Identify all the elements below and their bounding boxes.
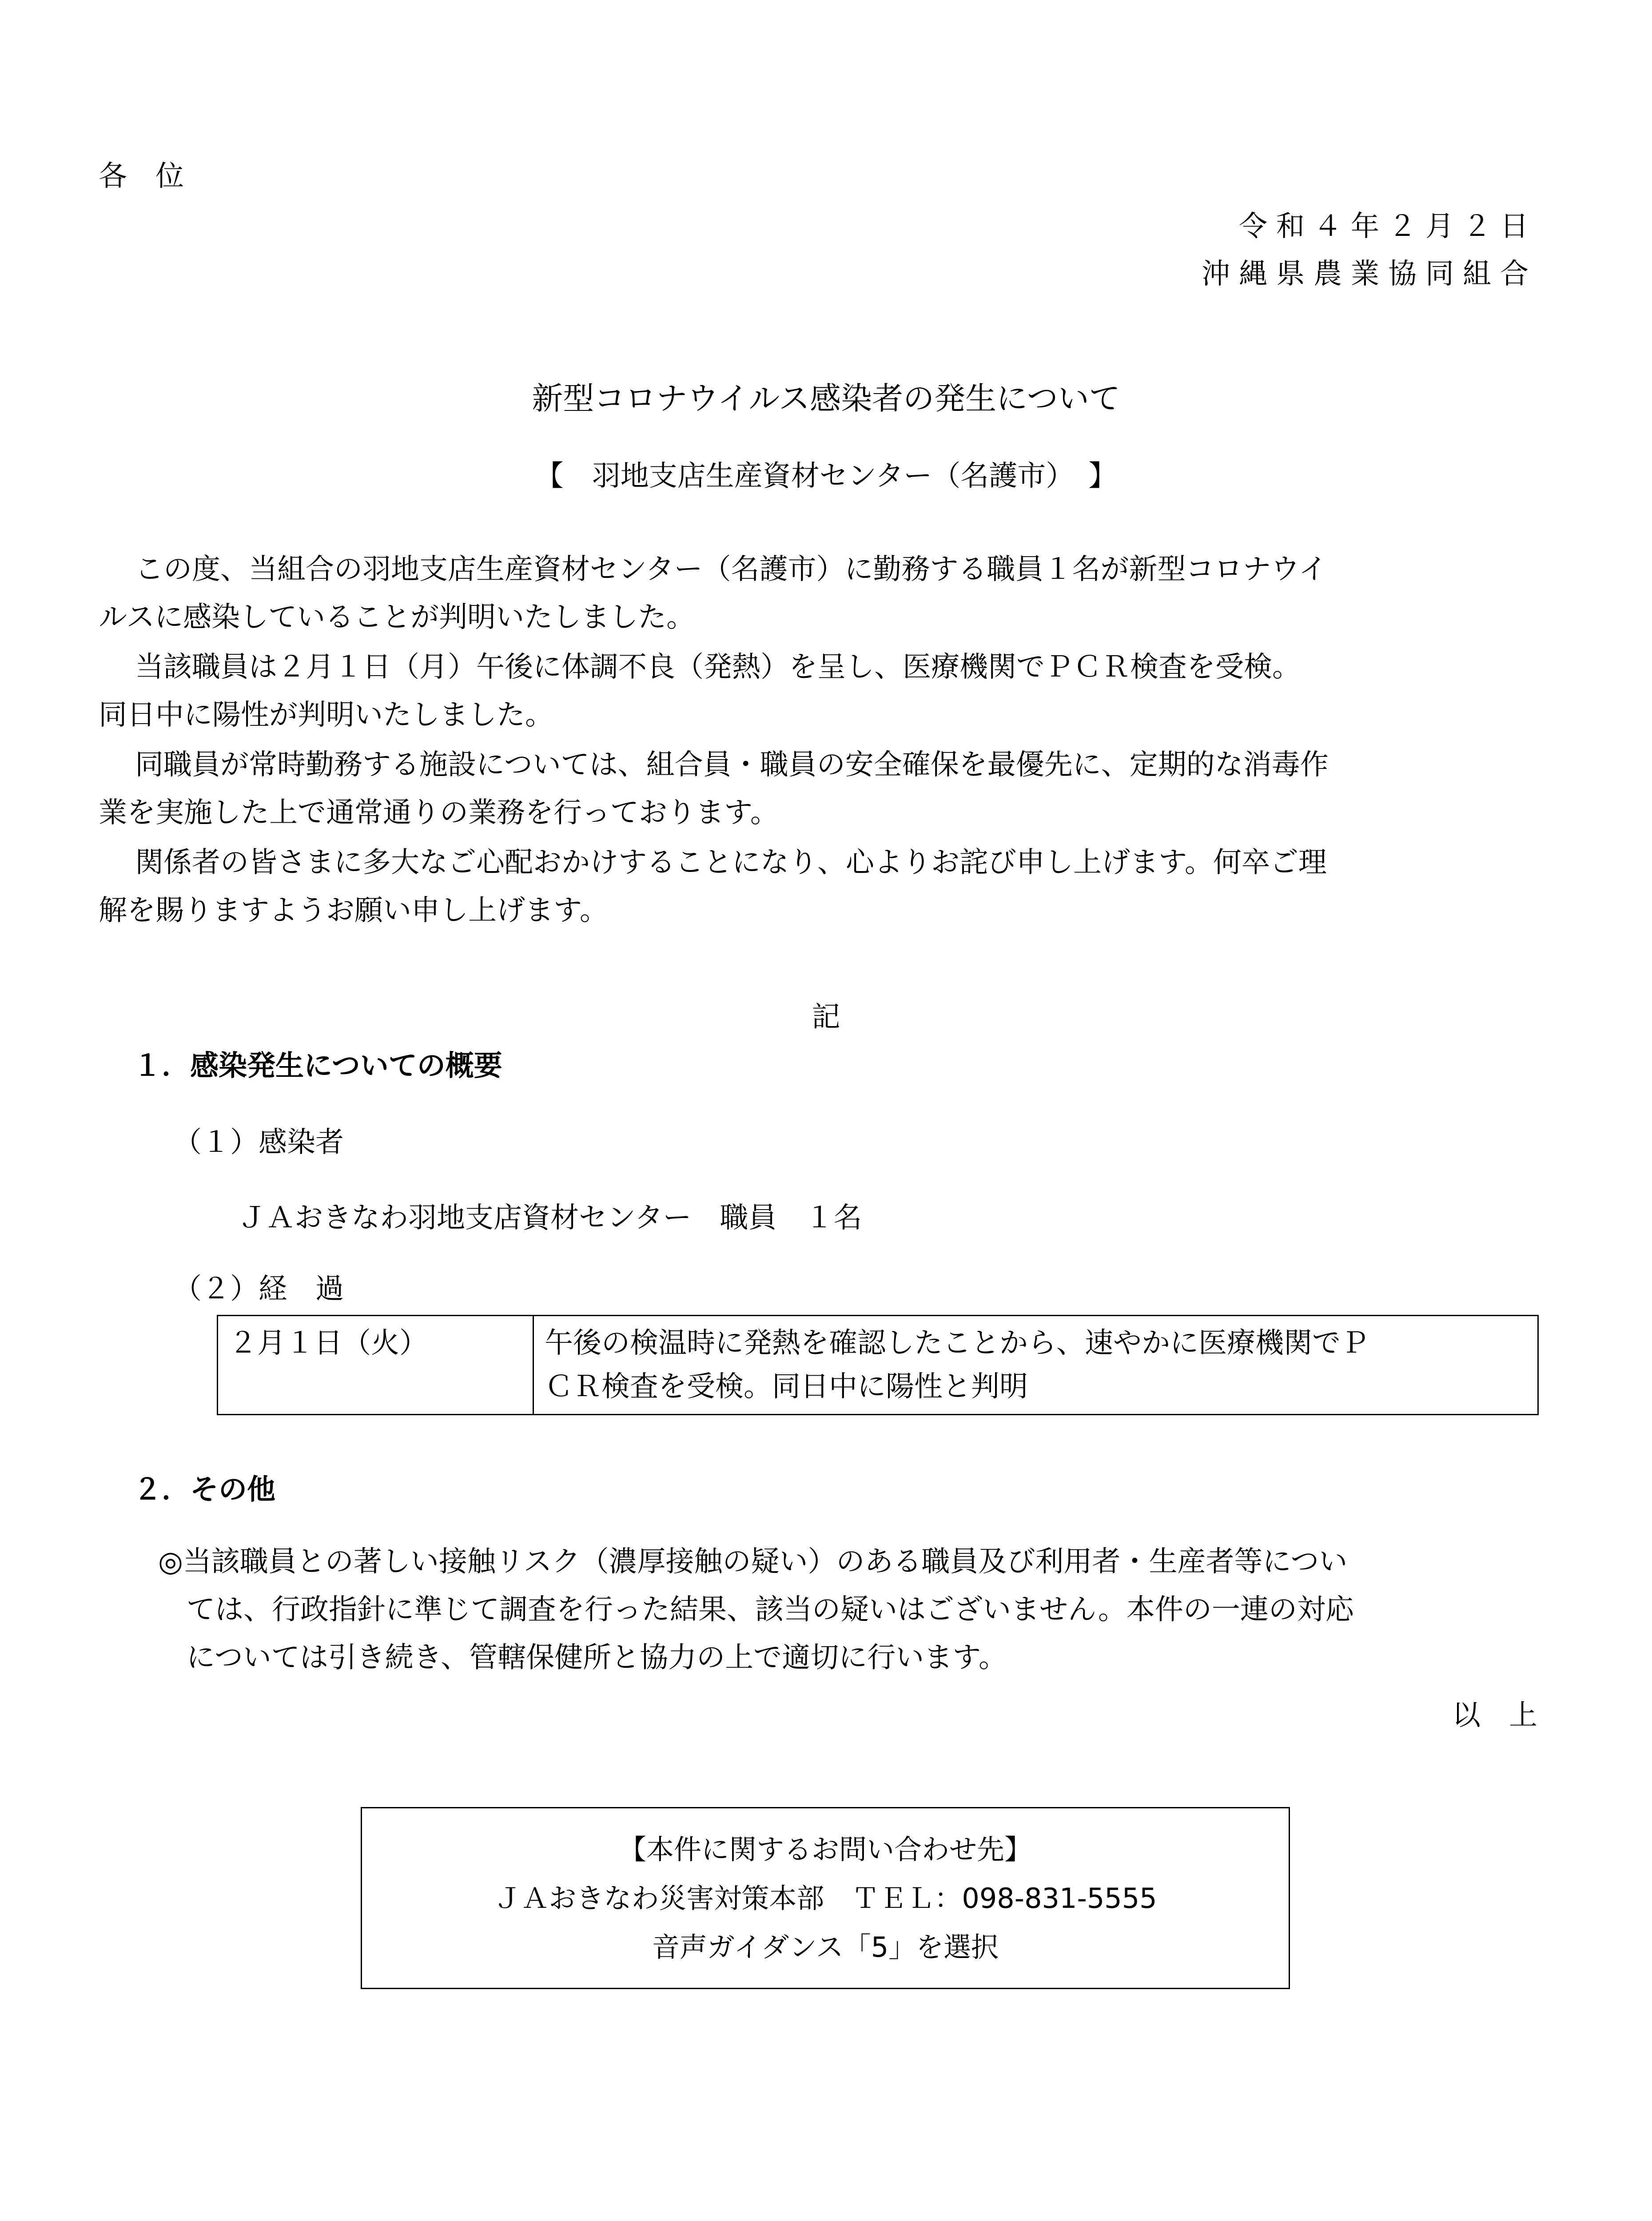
- contact-heading: 【本件に関するお問い合わせ先】: [618, 1833, 1032, 1866]
- closing-mark: 以 上: [1452, 1699, 1537, 1732]
- body-paragraph-4: [99, 839, 1541, 935]
- addressee: 各 位: [99, 160, 184, 193]
- text-line: ルスに感染していることが判明いたしました。: [99, 601, 695, 634]
- body-paragraph-1: [99, 545, 1541, 641]
- infected-person-value: ＪＡおきなわ羽地支店資材センター 職員 １名: [238, 1202, 862, 1234]
- text-line: 当該職員は２月１日（月）午後に体調不良（発熱）を呈し、医療機関でＰＣＲ検査を受検。: [135, 651, 1301, 684]
- section-1-sub2-label: （２）経 過: [173, 1273, 344, 1306]
- text-line: 同日中に陽性が判明いたしました。: [99, 699, 553, 732]
- organization-name: 沖縄県農業協同組合: [1202, 258, 1537, 291]
- text-line: 関係者の皆さまに多大なご心配おかけすることになり、心よりお詫び申し上げます。何卒ご理: [135, 846, 1327, 879]
- text-line: ては、行政指針に準じて調査を行った結果、該当の疑いはございません。本件の一連の対応: [187, 1593, 1354, 1626]
- contact-phone-line: ＪＡおきなわ災害対策本部 ＴＥＬ：098-831-5555: [494, 1882, 1157, 1915]
- table-row: [218, 1316, 1538, 1415]
- text-line: については引き続き、管轄保健所と協力の上で適切に行います。: [187, 1641, 1007, 1674]
- ki-marker: 記: [812, 1001, 840, 1034]
- text-line: ＣＲ検査を受検。同日中に陽性と判明: [545, 1370, 1028, 1403]
- text-line: この度、当組合の羽地支店生産資材センター（名護市）に勤務する職員１名が新型コロナウイ: [135, 553, 1327, 586]
- text-line: 解を賜りますようお願い申し上げます。: [99, 894, 608, 927]
- section-2-heading: ２．その他: [133, 1473, 275, 1506]
- page-title: 新型コロナウイルス感染者の発生について: [532, 380, 1120, 417]
- section-1-heading: １．感染発生についての概要: [133, 1050, 502, 1083]
- page-subtitle: 【 羽地支店生産資材センター（名護市） 】: [535, 460, 1117, 493]
- section-1-sub1-label: （１）感染者: [173, 1126, 344, 1159]
- timeline-table: [217, 1315, 1539, 1415]
- text-line: 業を実施した上で通常通りの業務を行っております。: [99, 796, 779, 829]
- section-2-text: [158, 1538, 1540, 1682]
- timeline-description: [533, 1316, 1538, 1415]
- body-paragraph-2: [99, 643, 1541, 739]
- contact-guidance-line: 音声ガイダンス「5」を選択: [652, 1931, 999, 1963]
- text-line: 午後の検温時に発熱を確認したことから、速やかに医療機関でＰ: [545, 1327, 1369, 1360]
- contact-box: [361, 1807, 1290, 1989]
- text-line: 同職員が常時勤務する施設については、組合員・職員の安全確保を最優先に、定期的な消毒作: [135, 748, 1329, 781]
- timeline-date: ２月１日（火）: [218, 1316, 533, 1415]
- document-date: 令和４年２月２日: [1239, 210, 1537, 243]
- body-paragraph-3: [99, 741, 1541, 837]
- text-line: ◎当該職員との著しい接触リスク（濃厚接触の疑い）のある職員及び利用者・生産者等につい: [158, 1545, 1348, 1578]
